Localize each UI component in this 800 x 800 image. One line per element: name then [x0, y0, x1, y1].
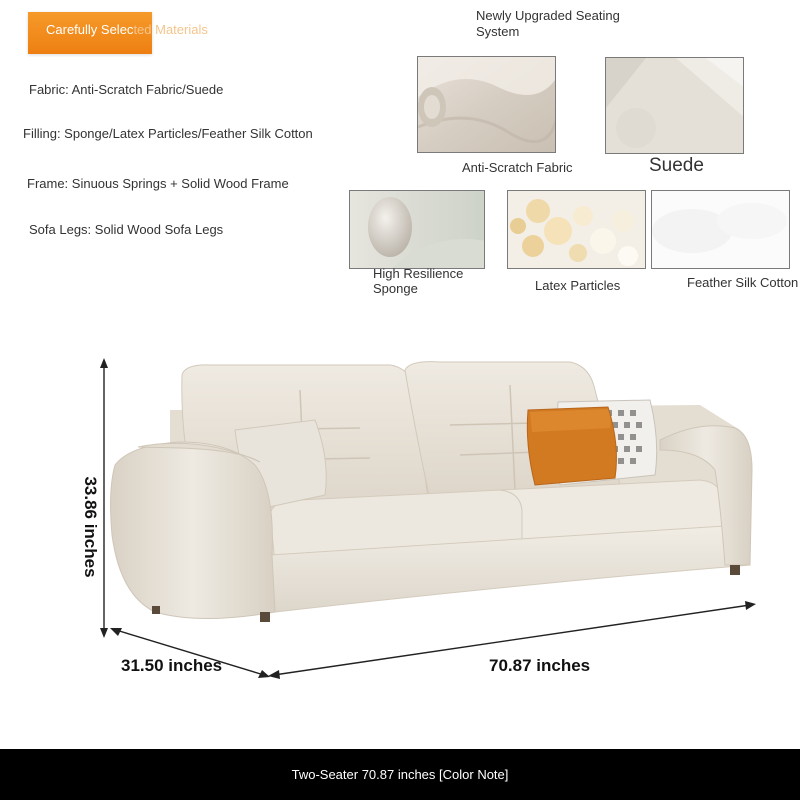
headline-line-2: System — [476, 24, 520, 39]
latex-particles-swatch — [507, 190, 646, 269]
width-label: 70.87 inches — [489, 656, 591, 675]
spec-legs: Sofa Legs: Solid Wood Sofa Legs — [29, 222, 224, 237]
materials-badge-label — [46, 22, 208, 37]
spec-filling: Filling: Sponge/Latex Particles/Feather Silk Cotton — [23, 126, 313, 141]
height-label-wrap — [80, 472, 100, 582]
headline-line-1: Newly Upgraded Seating — [476, 8, 620, 23]
spec-frame: Frame: Sinuous Springs + Solid Wood Frame — [27, 176, 289, 191]
sponge-caption-line-2: Sponge — [373, 281, 418, 296]
footer-bar — [0, 749, 800, 800]
badge-label-tail: ted Materials — [133, 22, 208, 37]
footer-label: Two-Seater 70.87 inches [Color Note] — [291, 767, 509, 782]
sofa-illustration — [60, 350, 780, 700]
feather-silk-cotton-image — [652, 191, 790, 269]
anti-scratch-fabric-swatch — [417, 56, 556, 153]
sponge-image — [350, 191, 485, 269]
suede-image — [606, 58, 744, 154]
sponge-caption-line-1: High Resilience — [373, 266, 464, 281]
seating-system-headline — [476, 8, 656, 40]
anti-scratch-fabric-image — [418, 57, 556, 153]
height-label: 33.86 inches — [81, 476, 100, 578]
anti-scratch-fabric-caption: Anti-Scratch Fabric — [462, 160, 573, 175]
feather-silk-cotton-caption: Feather Silk Cotton — [687, 275, 799, 290]
badge-label-main: Carefully Selec — [46, 22, 134, 37]
suede-caption: Suede — [649, 155, 704, 176]
sofa-image — [60, 350, 780, 700]
feather-silk-cotton-swatch — [651, 190, 790, 269]
sponge-swatch — [349, 190, 485, 269]
depth-label: 31.50 inches — [121, 656, 223, 675]
latex-particles-image — [508, 191, 646, 269]
suede-swatch — [605, 57, 744, 154]
sponge-caption — [373, 266, 463, 296]
latex-particles-caption: Latex Particles — [535, 278, 621, 293]
spec-fabric: Fabric: Anti-Scratch Fabric/Suede — [29, 82, 224, 97]
